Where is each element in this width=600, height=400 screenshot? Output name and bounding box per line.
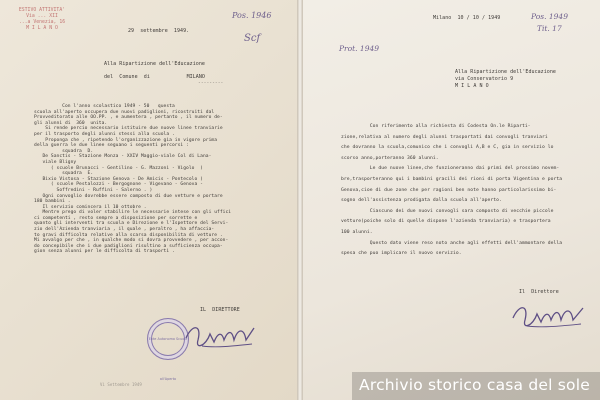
body-line: quanto gli interventi tra scuola e Direzione e l'Ispettore del Servi- (34, 221, 229, 227)
body-line: Ogni convoglio dovrebbe essere composto di due vetture e portare (34, 193, 223, 199)
round-stamp-text: Ente Autonomo Scuole all'Aperto (148, 337, 188, 381)
watermark-text: Archivio storico casa del sole (359, 376, 590, 394)
body-line: ( scuole Pestalozzi - Bergognone - Vigevano - Genova - (34, 182, 203, 188)
body-line: Ciascuno dei due nuovi convogli sara composto di vecchie piccole (341, 208, 554, 214)
body-line: do concepibile che i due padiglioni risultino a sufficienza occupa- (34, 243, 223, 249)
body-line: Questo dato viene reso noto anche agli effetti dell'ammontare della (341, 240, 563, 246)
left-addressee-2: del Comune di MILANO (104, 74, 205, 80)
right-addressee-2: via Conservatorio 9 (455, 76, 514, 82)
body-line: Il servizio comincera il 10 ottobre . (34, 204, 147, 210)
body-line: zione,relativa al numero degli alunni trasportati dai convogli tranviari (341, 134, 548, 140)
letterhead-stamp (6, 8, 78, 32)
body-line: squadra D. (34, 148, 94, 154)
body-line: Provveditorato alle OO.PP. , e aumentera , pertanto , il numero de- (34, 115, 223, 121)
left-pen-mark: Scf (244, 33, 261, 44)
right-signature-title: Il Direttore (519, 289, 559, 295)
body-line: to gravi difficolta relative alla scarsa disponibilita di vetture . (34, 232, 223, 238)
right-letter (303, 0, 600, 400)
body-line: sogno dell'assistenza prodigata dalla scuola all'aperto. (341, 198, 502, 204)
body-line: vetture(poiche solo di quelle dispone l'azienda tranviaria) e trasportera (341, 219, 551, 225)
right-addressee-3: M I L A N O (455, 83, 489, 89)
body-line: squadra E. (34, 171, 94, 177)
body-line: che dovranno la scuola,comunico che i convogli A,B e C, gia in servizio lo (341, 145, 554, 151)
archive-watermark (352, 372, 600, 400)
body-line: viale Bligny (34, 159, 77, 165)
body-line: 180 bambini . (34, 199, 71, 205)
body-line: per il trasporto degli alunni stessi alla scuola . (34, 131, 175, 137)
body-line: Soffredini - Ruffini - Salerno . ) (34, 187, 153, 193)
right-pen-note-1: Pos. 1949 (531, 12, 568, 21)
body-line: Genova,cioe di due zone che per ragioni ben note hanno particolarissimo bi- (341, 187, 557, 193)
body-line: Le due nuove linee,che funzioneranno dai primi del prossimo novem- (341, 166, 560, 172)
body-line: spesa che puo implicare il nuovo servizio. (341, 251, 462, 257)
left-addressee-sub: --------- (198, 81, 224, 86)
body-line: Mi avvalgo per che , in qualche modo si dovra provvedere , per accon- (34, 238, 229, 244)
body-line: della guerra le due linee seguano i seguenti percorsi : (34, 143, 189, 149)
left-pen-note: Pos. 1946 (232, 11, 272, 20)
body-line: Bixio Vistosa - Stazione Genova - De Amicis - Pontecolo ) (34, 176, 203, 182)
body-line: scorso anno,porteranno 360 alunni. (341, 155, 439, 161)
body-line: scuola all'aperto occupera due nuovi padiglioni, ricostruiti dal (34, 109, 215, 115)
right-date: Milano 10 / 10 / 1949 (433, 15, 501, 21)
left-signature-title: IL DIRETTORE (200, 307, 240, 313)
right-pen-note-2: Tit. 17 (537, 24, 562, 33)
body-line: ( scuole Brunacci - Gentilino - G. Mazzoni - Vigolo ) (34, 165, 203, 171)
right-body (341, 122, 562, 260)
right-pen-note-left: Prot. 1949 (339, 44, 380, 53)
body-line: De Sanctis - Stazione Monza - XXIV Maggio-viale Col di Lana- (34, 154, 212, 160)
left-letter (0, 0, 297, 400)
body-line: zio dell'Azienda tranviaria , il quale , peraltro , ha affaccia- (34, 227, 215, 233)
right-addressee-1: Alla Ripartizione dell'Educazione (455, 69, 556, 75)
body-line: Mentre prego di voler stabilire le necessarie intese con gli uffici (34, 210, 232, 216)
body-line: gli alunni di 360 unita. (34, 120, 108, 126)
body-line: Si rende percio necessario istituire due nuove linee tranviarie (34, 126, 223, 132)
left-body (34, 104, 231, 255)
body-line: 100 alunni. (341, 229, 373, 235)
body-line: Con l'anno scolastico 1949 - 50 questa (34, 104, 175, 109)
letterhead-line: M I L A N O (26, 26, 58, 31)
body-line: ci competenti , resto sempre a disposizione per sorrette e (34, 215, 198, 221)
body-line: Con riferimento alla richiesta di Codesta On.le Riparti- (341, 124, 531, 129)
left-date: 29 settembre 1949. (128, 28, 190, 34)
body-line: bre,trasporteranno qui i bambini gracili dei rioni di porta Vigentina e porta (341, 176, 563, 182)
letterhead-line: ...a Venezia, 16 (18, 20, 66, 25)
letterhead-line: Via ... XII (26, 14, 58, 19)
letterhead-line: ESTIVO ATTIVITA' (18, 8, 66, 13)
left-bottom-note: Vi Settembre 1949 (100, 382, 142, 387)
left-addressee-1: Alla Ripartizione dell'Educazione (104, 61, 205, 67)
body-line: gion senza alunni per le difficolta di trasporti . (34, 249, 175, 255)
body-line: Proponga che , ripetendo l'organizzazione gia in vigore prima (34, 137, 218, 143)
